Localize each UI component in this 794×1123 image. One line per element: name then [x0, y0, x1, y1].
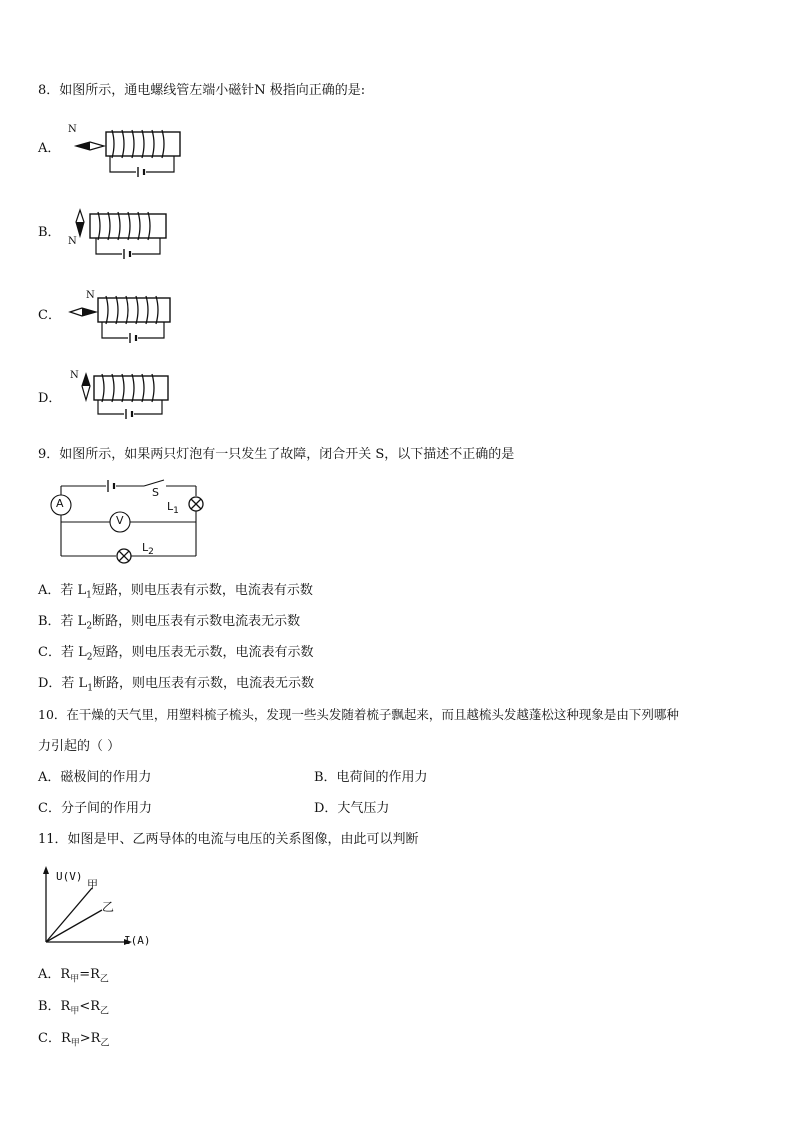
circuit-wire — [102, 322, 128, 338]
solenoid-coil — [112, 130, 164, 158]
voltmeter-label: V — [116, 514, 124, 527]
q8-option-d-label: D． — [38, 391, 62, 406]
compass-needle-north-half — [82, 308, 96, 316]
solenoid-coil — [106, 296, 158, 324]
q8-d-north-label: N — [70, 370, 79, 381]
q8-b-north-label: N — [68, 236, 77, 247]
question-11-stem: 11．如图是甲、乙两导体的电流与电压的关系图像，由此可以判断 — [38, 832, 419, 847]
line-yi — [46, 910, 102, 942]
question-9-stem: 9．如图所示，如果两只灯泡有一只发生了故障，闭合开关 S，以下描述不正确的是 — [38, 447, 515, 462]
q9-option-a: A．若 $L_1$短路，则电压表有示数，电流表有示数 — [38, 583, 313, 601]
line-jia-label: 甲 — [87, 878, 98, 891]
q8-c-north-label: N — [86, 290, 95, 301]
q8-option-b-label: B． — [38, 225, 61, 240]
compass-needle-north-half — [76, 222, 84, 236]
circuit-wire — [110, 156, 136, 172]
switch-label: S — [152, 486, 159, 499]
q10-option-b: B．电荷间的作用力 — [314, 770, 428, 785]
lamp-l1-label: $L_1$ — [167, 500, 179, 517]
question-10-stem-line2: 力引起的（ ） — [38, 739, 121, 754]
solenoid-coil — [98, 212, 150, 240]
q10-option-d: D．大气压力 — [314, 801, 390, 816]
circuit-wire — [132, 238, 160, 254]
q8-option-a-diagram — [70, 124, 190, 180]
question-10-stem-line1: 10．在干燥的天气里，用塑料梳子梳头，发现一些头发随着梳子飘起来，而且越梳头发越蓬松这种现象是由下列哪种 — [38, 707, 679, 722]
q8-option-b-diagram — [74, 206, 184, 262]
lamp-l2-label: $L_2$ — [142, 541, 154, 558]
q9-option-c: C．若 $L_2$短路，则电压表无示数，电流表有示数 — [38, 645, 314, 663]
q11-u-i-graph — [40, 866, 160, 952]
question-8-stem: 8．如图所示，通电螺线管左端小磁针N 极指向正确的是: — [38, 83, 366, 98]
q10-option-a: A．磁极间的作用力 — [38, 770, 152, 785]
q9-option-d: D．若 $L_1$断路，则电压表有示数，电流表无示数 — [38, 676, 314, 694]
q8-option-a-label: A． — [38, 141, 61, 156]
q11-option-b: B．$R_甲<R_乙$ — [38, 999, 110, 1017]
q9-option-b: B．若 $L_2$断路，则电压表有示数电流表无示数 — [38, 614, 301, 632]
solenoid-core — [90, 214, 166, 238]
circuit-wire — [98, 400, 124, 414]
compass-needle-north-half — [82, 374, 90, 386]
ammeter-label: A — [56, 497, 64, 510]
solenoid-coil — [102, 374, 154, 402]
circuit-wire — [134, 400, 162, 414]
compass-needle-north-half — [76, 142, 90, 150]
solenoid-core — [94, 376, 168, 400]
q8-option-c-label: C． — [38, 308, 61, 323]
q9-circuit-diagram — [44, 476, 214, 568]
line-jia — [46, 888, 92, 942]
q10-option-c: C．分子间的作用力 — [38, 801, 152, 816]
circuit-wire — [96, 238, 122, 254]
q8-a-north-label: N — [68, 124, 77, 135]
y-axis-label: U(V) — [56, 870, 83, 883]
q8-option-d-diagram — [80, 372, 180, 428]
circuit-wire — [138, 322, 164, 338]
circuit-wire — [146, 156, 174, 172]
line-yi-label: 乙 — [102, 900, 115, 914]
q11-option-a: A．$R_甲=R_乙$ — [38, 967, 109, 985]
y-axis-arrow-icon — [43, 866, 49, 874]
q11-option-c: C．$R_甲>R_乙$ — [38, 1031, 110, 1049]
x-axis-label: I(A) — [124, 934, 151, 947]
q8-option-c-diagram — [68, 290, 188, 346]
solenoid-core — [98, 298, 170, 322]
